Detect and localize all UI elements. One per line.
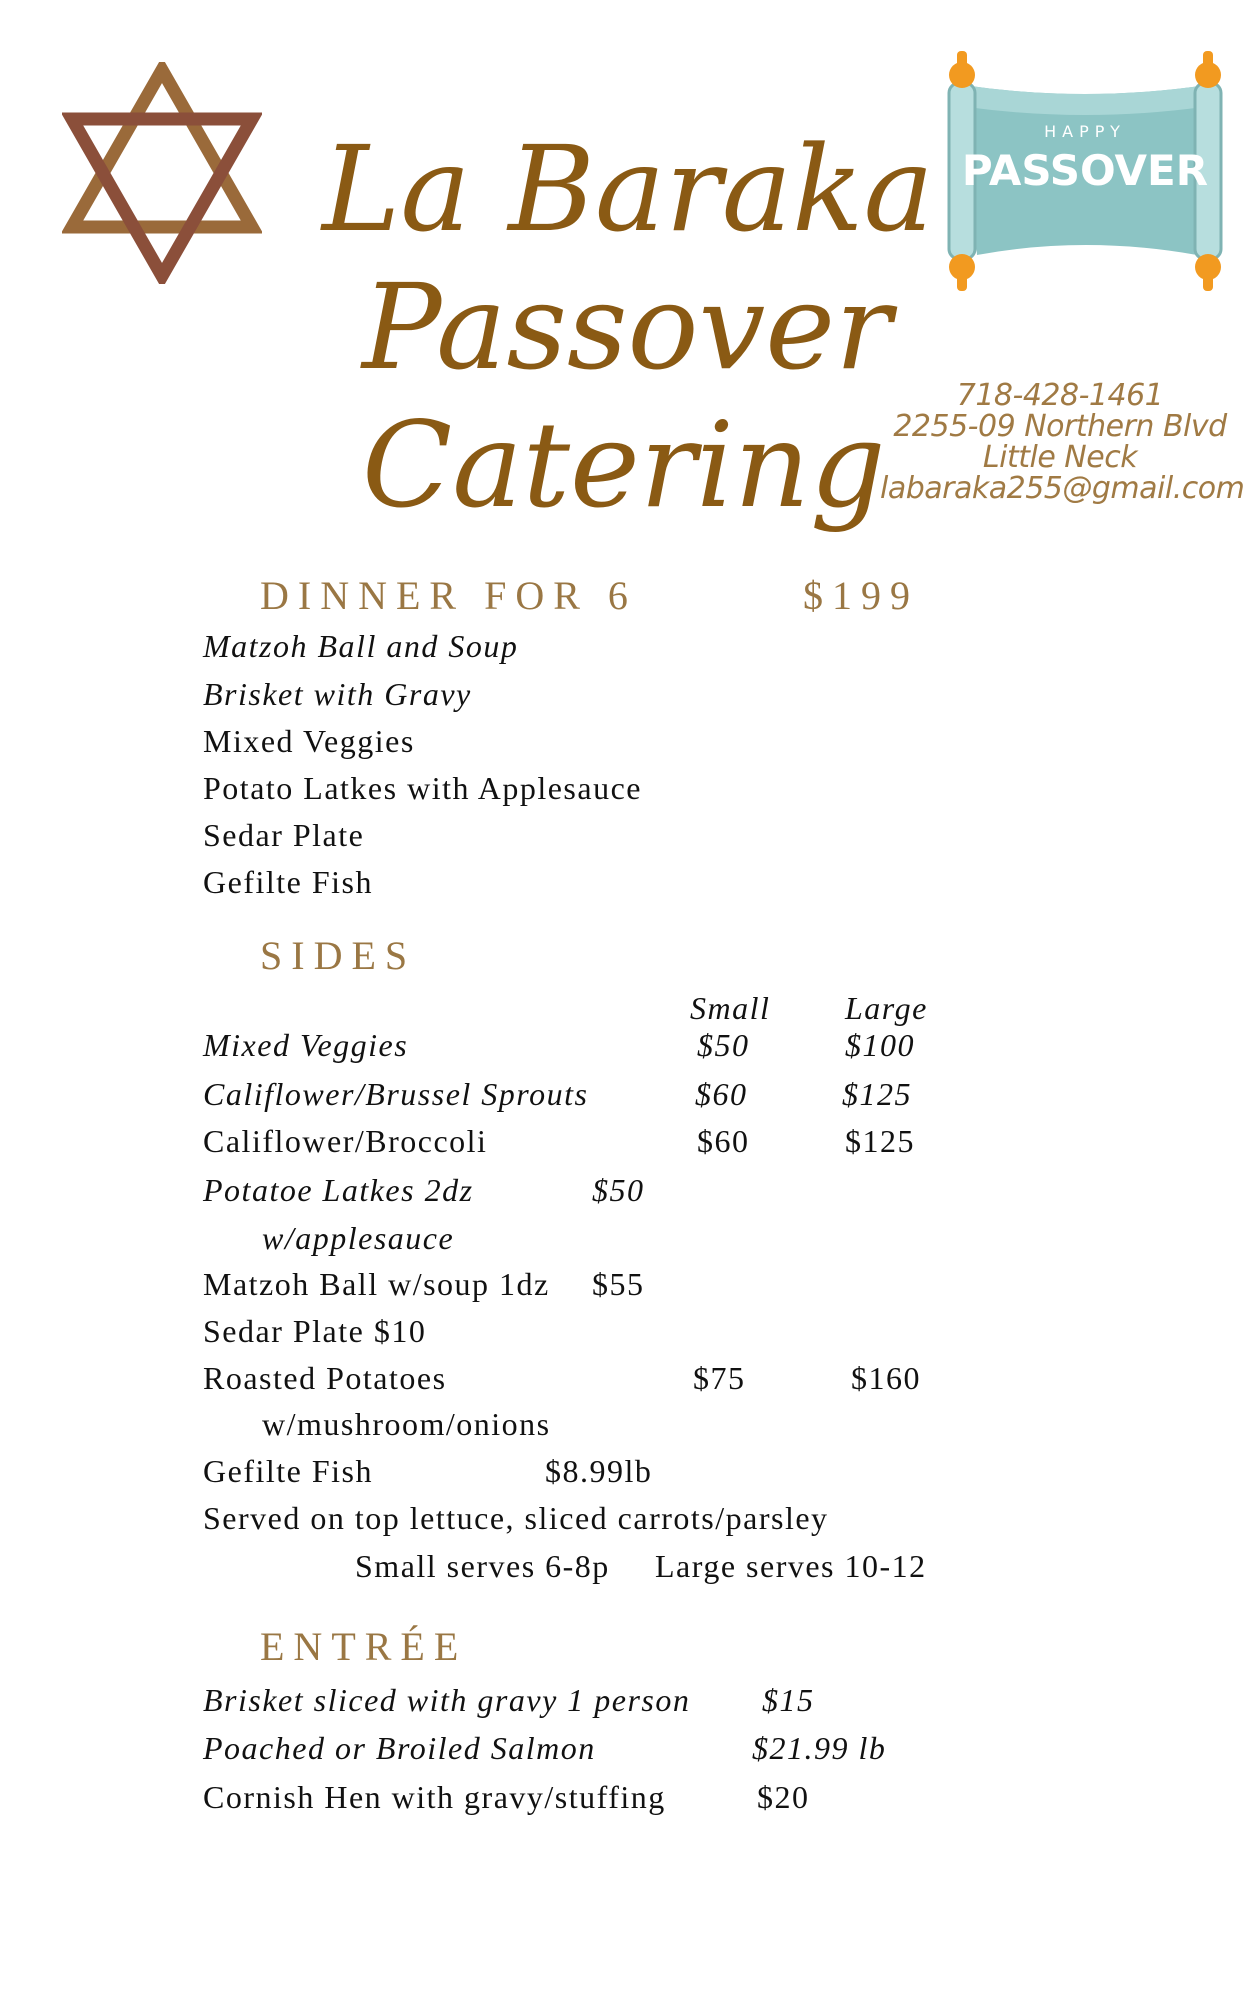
sides-item-name: Mixed Veggies xyxy=(203,1027,409,1063)
served-note: Served on top lettuce, sliced carrots/parsley xyxy=(203,1500,829,1536)
sides-item-small: $50 xyxy=(697,1027,750,1063)
sides-item-small: $60 xyxy=(695,1076,748,1112)
contact-block xyxy=(880,378,1245,506)
title-line-3: Catering xyxy=(362,396,886,534)
email-address: labaraka255@gmail.com xyxy=(880,471,1245,506)
sides-item-price: $55 xyxy=(592,1266,645,1302)
entree-item-name: Cornish Hen with gravy/stuffing xyxy=(203,1779,666,1815)
sides-item-name: Sedar Plate $10 xyxy=(203,1313,427,1349)
dinner-item: Sedar Plate xyxy=(203,817,365,853)
sides-item-name: Roasted Potatoes xyxy=(203,1360,447,1396)
entree-item-name: Poached or Broiled Salmon xyxy=(203,1730,596,1766)
entree-item-price: $15 xyxy=(762,1682,815,1718)
sides-col-small: Small xyxy=(690,990,771,1026)
city: Little Neck xyxy=(982,440,1138,475)
dinner-item: Gefilte Fish xyxy=(203,864,373,900)
serves-large-note: Large serves 10-12 xyxy=(655,1548,927,1584)
sides-item-name: Potatoe Latkes 2dz xyxy=(203,1172,474,1208)
sides-item-note: w/applesauce xyxy=(262,1220,455,1256)
dinner-heading: DINNER FOR 6 xyxy=(260,573,637,618)
sides-item-large: $125 xyxy=(842,1076,912,1112)
scroll-big-text: PASSOVER xyxy=(961,146,1209,195)
sides-item-large: $160 xyxy=(851,1360,921,1396)
dinner-item: Brisket with Gravy xyxy=(203,676,472,712)
sides-item-price: $8.99lb xyxy=(545,1453,653,1489)
serves-small-note: Small serves 6-8p xyxy=(355,1548,610,1584)
scroll-small-text: HAPPY xyxy=(1044,122,1126,141)
sides-item-name: Gefilte Fish xyxy=(203,1453,373,1489)
sides-item-name: Matzoh Ball w/soup 1dz xyxy=(203,1266,550,1302)
dinner-item: Potato Latkes with Applesauce xyxy=(203,770,642,806)
sides-item-small: $75 xyxy=(693,1360,746,1396)
sides-item-note: w/mushroom/onions xyxy=(262,1406,551,1442)
sides-item-large: $100 xyxy=(845,1027,915,1063)
happy-passover-scroll-logo xyxy=(935,45,1235,295)
dinner-item: Mixed Veggies xyxy=(203,723,415,759)
star-of-david-icon xyxy=(62,62,262,284)
entree-item-price: $20 xyxy=(757,1779,810,1815)
phone-number: 718-428-1461 xyxy=(956,378,1164,413)
sides-item-name: Califlower/Broccoli xyxy=(203,1123,488,1159)
title-line-2: Passover xyxy=(362,258,892,396)
dinner-price: $199 xyxy=(803,573,919,618)
sides-item-price: $50 xyxy=(592,1172,645,1208)
sides-heading: SIDES xyxy=(260,933,417,978)
sides-col-large: Large xyxy=(845,990,928,1026)
dinner-item: Matzoh Ball and Soup xyxy=(203,628,519,664)
street-address: 2255-09 Northern Blvd xyxy=(893,409,1227,444)
title-line-1: La Baraka xyxy=(322,120,934,258)
page-title xyxy=(322,120,942,534)
entree-heading: ENTRÉE xyxy=(260,1624,468,1669)
sides-item-name: Califlower/Brussel Sprouts xyxy=(203,1076,589,1112)
entree-item-name: Brisket sliced with gravy 1 person xyxy=(203,1682,691,1718)
sides-item-small: $60 xyxy=(697,1123,750,1159)
entree-item-price: $21.99 lb xyxy=(752,1730,887,1766)
sides-item-large: $125 xyxy=(845,1123,915,1159)
